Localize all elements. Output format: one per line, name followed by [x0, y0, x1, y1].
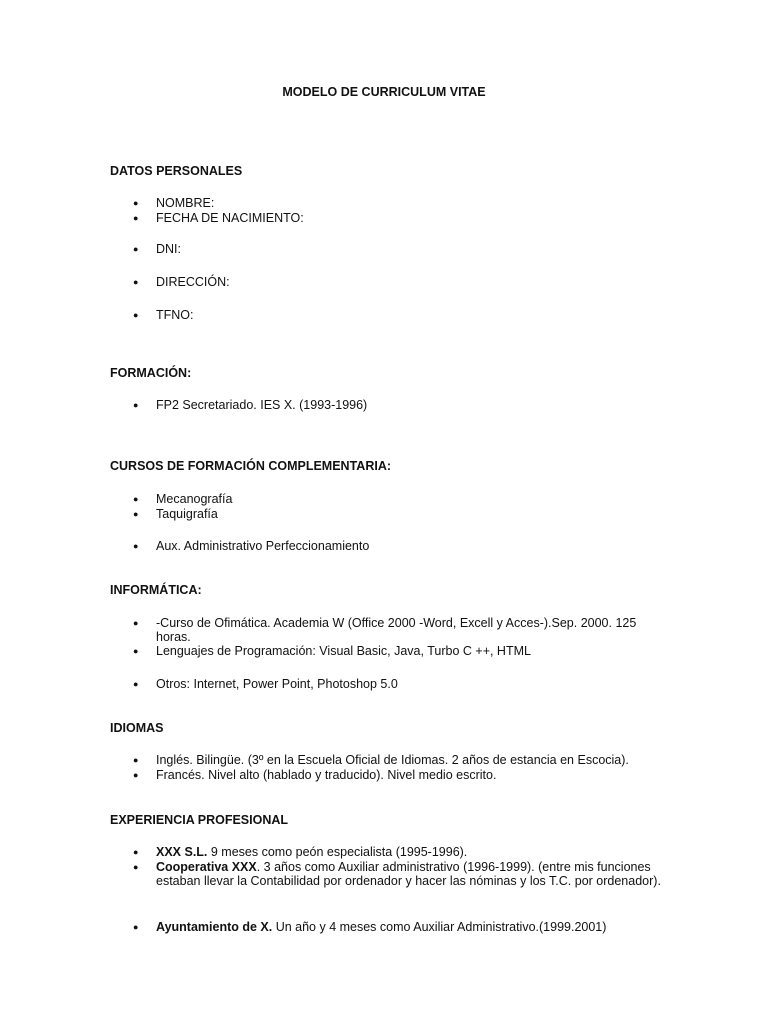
- field-fecha-nacimiento: FECHA DE NACIMIENTO:: [156, 211, 304, 225]
- section-heading-informatica: INFORMÁTICA:: [110, 583, 202, 597]
- bullet-icon: ●: [133, 400, 139, 410]
- bullet-icon: ●: [133, 509, 139, 519]
- bullet-icon: ●: [133, 541, 139, 551]
- bullet-icon: ●: [133, 244, 139, 254]
- bullet-icon: ●: [133, 679, 139, 689]
- employer-name: Cooperativa XXX: [156, 860, 257, 874]
- section-heading-experiencia: EXPERIENCIA PROFESIONAL: [110, 813, 289, 827]
- idioma-item: Francés. Nivel alto (hablado y traducido). Nivel medio escrito.: [156, 768, 497, 782]
- bullet-icon: ●: [133, 213, 139, 223]
- informatica-item: -Curso de Ofimática. Academia W (Office 2000 -Word, Excell y Acces-).Sep. 2000. 125 horas.: [156, 616, 637, 644]
- experiencia-item: [156, 845, 661, 859]
- experiencia-detail: Un año y 4 meses como Auxiliar Administrativo.(1999.2001): [272, 920, 607, 934]
- bullet-icon: ●: [133, 198, 139, 208]
- bullet-icon: ●: [133, 494, 139, 504]
- formacion-item: FP2 Secretariado. IES X. (1993-1996): [156, 398, 368, 412]
- informatica-item: Otros: Internet, Power Point, Photoshop 5.0: [156, 677, 398, 691]
- bullet-icon: ●: [133, 277, 139, 287]
- employer-name: Ayuntamiento de X.: [156, 920, 273, 934]
- bullet-icon: ●: [133, 847, 139, 857]
- bullet-icon: ●: [133, 922, 139, 932]
- document-title: MODELO DE CURRICULUM VITAE: [282, 85, 486, 99]
- bullet-icon: ●: [133, 755, 139, 765]
- curso-item: Aux. Administrativo Perfeccionamiento: [156, 539, 370, 553]
- employer-name: XXX S.L.: [156, 845, 208, 859]
- section-heading-datos-personales: DATOS PERSONALES: [110, 164, 243, 178]
- field-nombre: NOMBRE:: [156, 196, 215, 210]
- bullet-icon: ●: [133, 646, 139, 656]
- curso-item: Taquigrafía: [156, 507, 218, 521]
- field-dni: DNI:: [156, 242, 181, 256]
- section-heading-idiomas: IDIOMAS: [110, 721, 164, 735]
- bullet-icon: ●: [133, 618, 139, 628]
- field-direccion: DIRECCIÓN:: [156, 275, 230, 289]
- section-heading-formacion: FORMACIÓN:: [110, 366, 192, 380]
- bullet-icon: ●: [133, 770, 139, 780]
- experiencia-detail: 9 meses como peón especialista (1995-1996).: [207, 845, 468, 859]
- experiencia-detail: . 3 años como Auxiliar administrativo (1996-1999). (entre mis funciones estaban llevar la Contabilidad por ordenador y hacer las nóminas y los T.C. por ordenador).: [156, 860, 661, 888]
- curso-item: Mecanografía: [156, 492, 233, 506]
- bullet-icon: ●: [133, 310, 139, 320]
- experiencia-item: [156, 920, 661, 934]
- experiencia-item: [156, 860, 661, 888]
- bullet-icon: ●: [133, 862, 139, 872]
- idioma-item: Inglés. Bilingüe. (3º en la Escuela Oficial de Idiomas. 2 años de estancia en Escocia).: [156, 753, 629, 767]
- section-heading-cursos: CURSOS DE FORMACIÓN COMPLEMENTARIA:: [110, 459, 392, 473]
- field-tfno: TFNO:: [156, 308, 194, 322]
- informatica-item: Lenguajes de Programación: Visual Basic, Java, Turbo C ++, HTML: [156, 644, 531, 658]
